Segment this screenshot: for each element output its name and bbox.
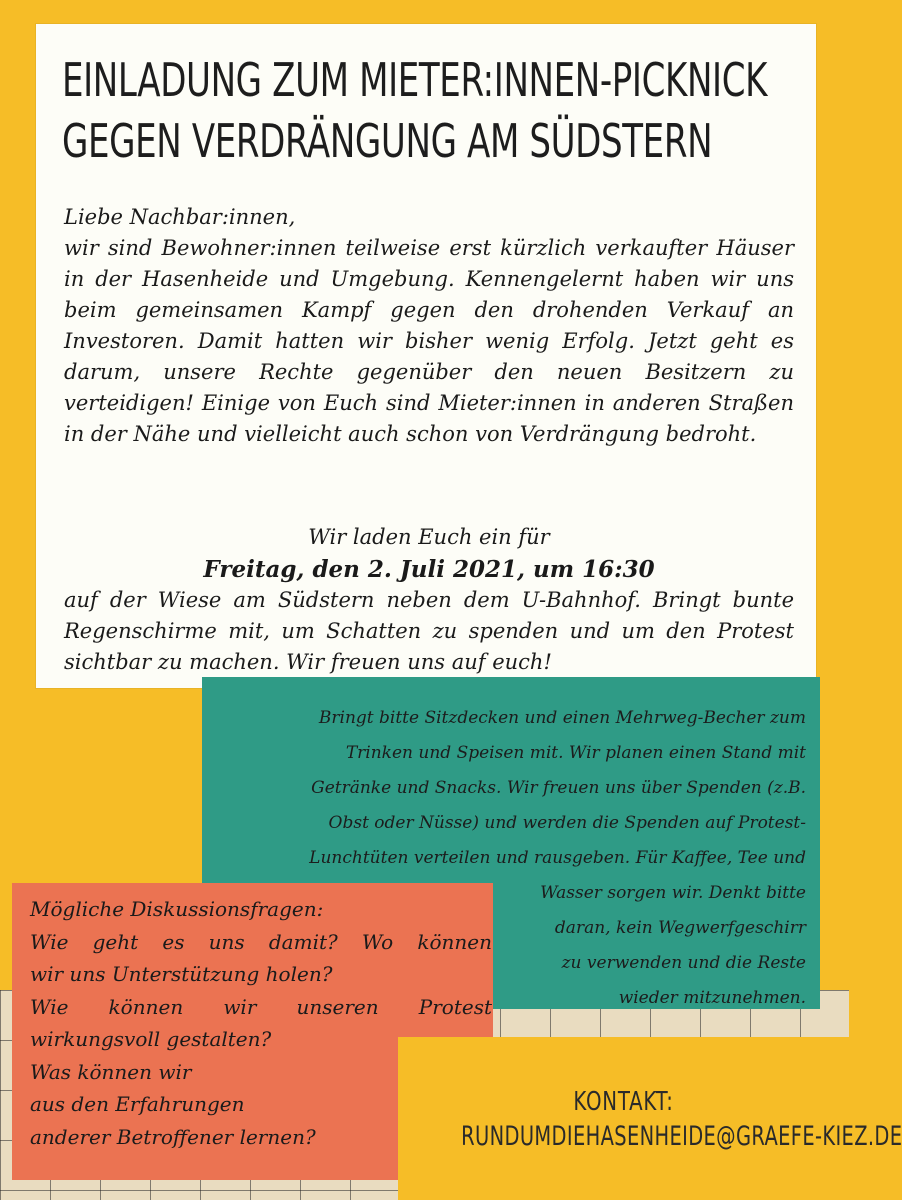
supplies-line: Obst oder Nüsse) und werden die Spenden auf Protest- xyxy=(328,813,806,833)
contact-email[interactable]: RUNDUMDIEHASENHEIDE@GRAEFE-KIEZ.DE xyxy=(461,1121,902,1152)
intro-text xyxy=(64,202,794,450)
question-line: anderer Betroffener lernen? xyxy=(30,1124,316,1149)
title-line-2: GEGEN VERDRÄNGUNG AM SÜDSTERN xyxy=(62,114,713,168)
question-line: aus den Erfahrungen xyxy=(30,1092,245,1116)
question-line: Wie geht es uns damit? Wo können xyxy=(30,929,492,954)
question-line: wirkungsvoll gestalten? xyxy=(30,1027,272,1051)
question-line: wir uns Unterstützung holen? xyxy=(30,962,333,986)
supplies-line: Bringt bitte Sitzdecken und einen Mehrweg-Becher zum xyxy=(318,708,806,728)
supplies-line: Wasser sorgen wir. Denkt bitte xyxy=(540,883,806,903)
event-details: auf der Wiese am Südstern neben dem U-Bahnhof. Bringt bunte Regenschirme mit, um Schatten zu spenden und um den Protest sichtbar zu machen. Wir freuen uns auf euch! xyxy=(64,588,794,674)
supplies-line: Getränke und Snacks. Wir freuen uns über Spenden (z.B. xyxy=(311,778,806,798)
invite-lead: Wir laden Euch ein für xyxy=(308,525,550,549)
questions-heading: Mögliche Diskussionsfragen: xyxy=(30,897,324,921)
question-line: Wie können wir unseren Protest xyxy=(30,994,492,1019)
supplies-line: Trinken und Speisen mit. Wir planen einen Stand mit xyxy=(345,743,806,763)
invitation-block xyxy=(64,522,794,678)
supplies-line: daran, kein Wegwerfgeschirr xyxy=(554,918,806,938)
title-line-1: EINLADUNG ZUM MIETER:INNEN-PICKNICK xyxy=(62,53,768,107)
contact-box xyxy=(398,1037,902,1200)
poster-title xyxy=(62,50,768,172)
contact-label: KONTAKT: xyxy=(573,1087,674,1117)
intro-paragraph: wir sind Bewohner:innen teilweise erst kürzlich verkaufter Häuser in der Hasenheide und Umgebung. Kennengelernt haben wir uns beim gemeinsamen Kampf gegen den drohenden Verkauf an Investoren. Damit hatten wir bisher wenig Erfolg. Jetzt geht es darum, unsere Rechte gegenüber den neuen Besitzern zu verteidigen! Einige von Euch sind Mieter:innen in anderen Straßen in der Nähe und vielleicht auch schon von Verdrängung bedroht. xyxy=(64,236,794,446)
event-date: Freitag, den 2. Juli 2021, um 16:30 xyxy=(203,556,655,583)
greeting: Liebe Nachbar:innen, xyxy=(64,205,296,229)
supplies-line: wieder mitzunehmen. xyxy=(618,988,806,1008)
invitation-card xyxy=(36,24,816,688)
supplies-line: zu verwenden und die Reste xyxy=(561,953,806,973)
supplies-line: Lunchtüten verteilen und rausgeben. Für Kaffee, Tee und xyxy=(309,848,806,868)
question-line: Was können wir xyxy=(30,1059,192,1084)
